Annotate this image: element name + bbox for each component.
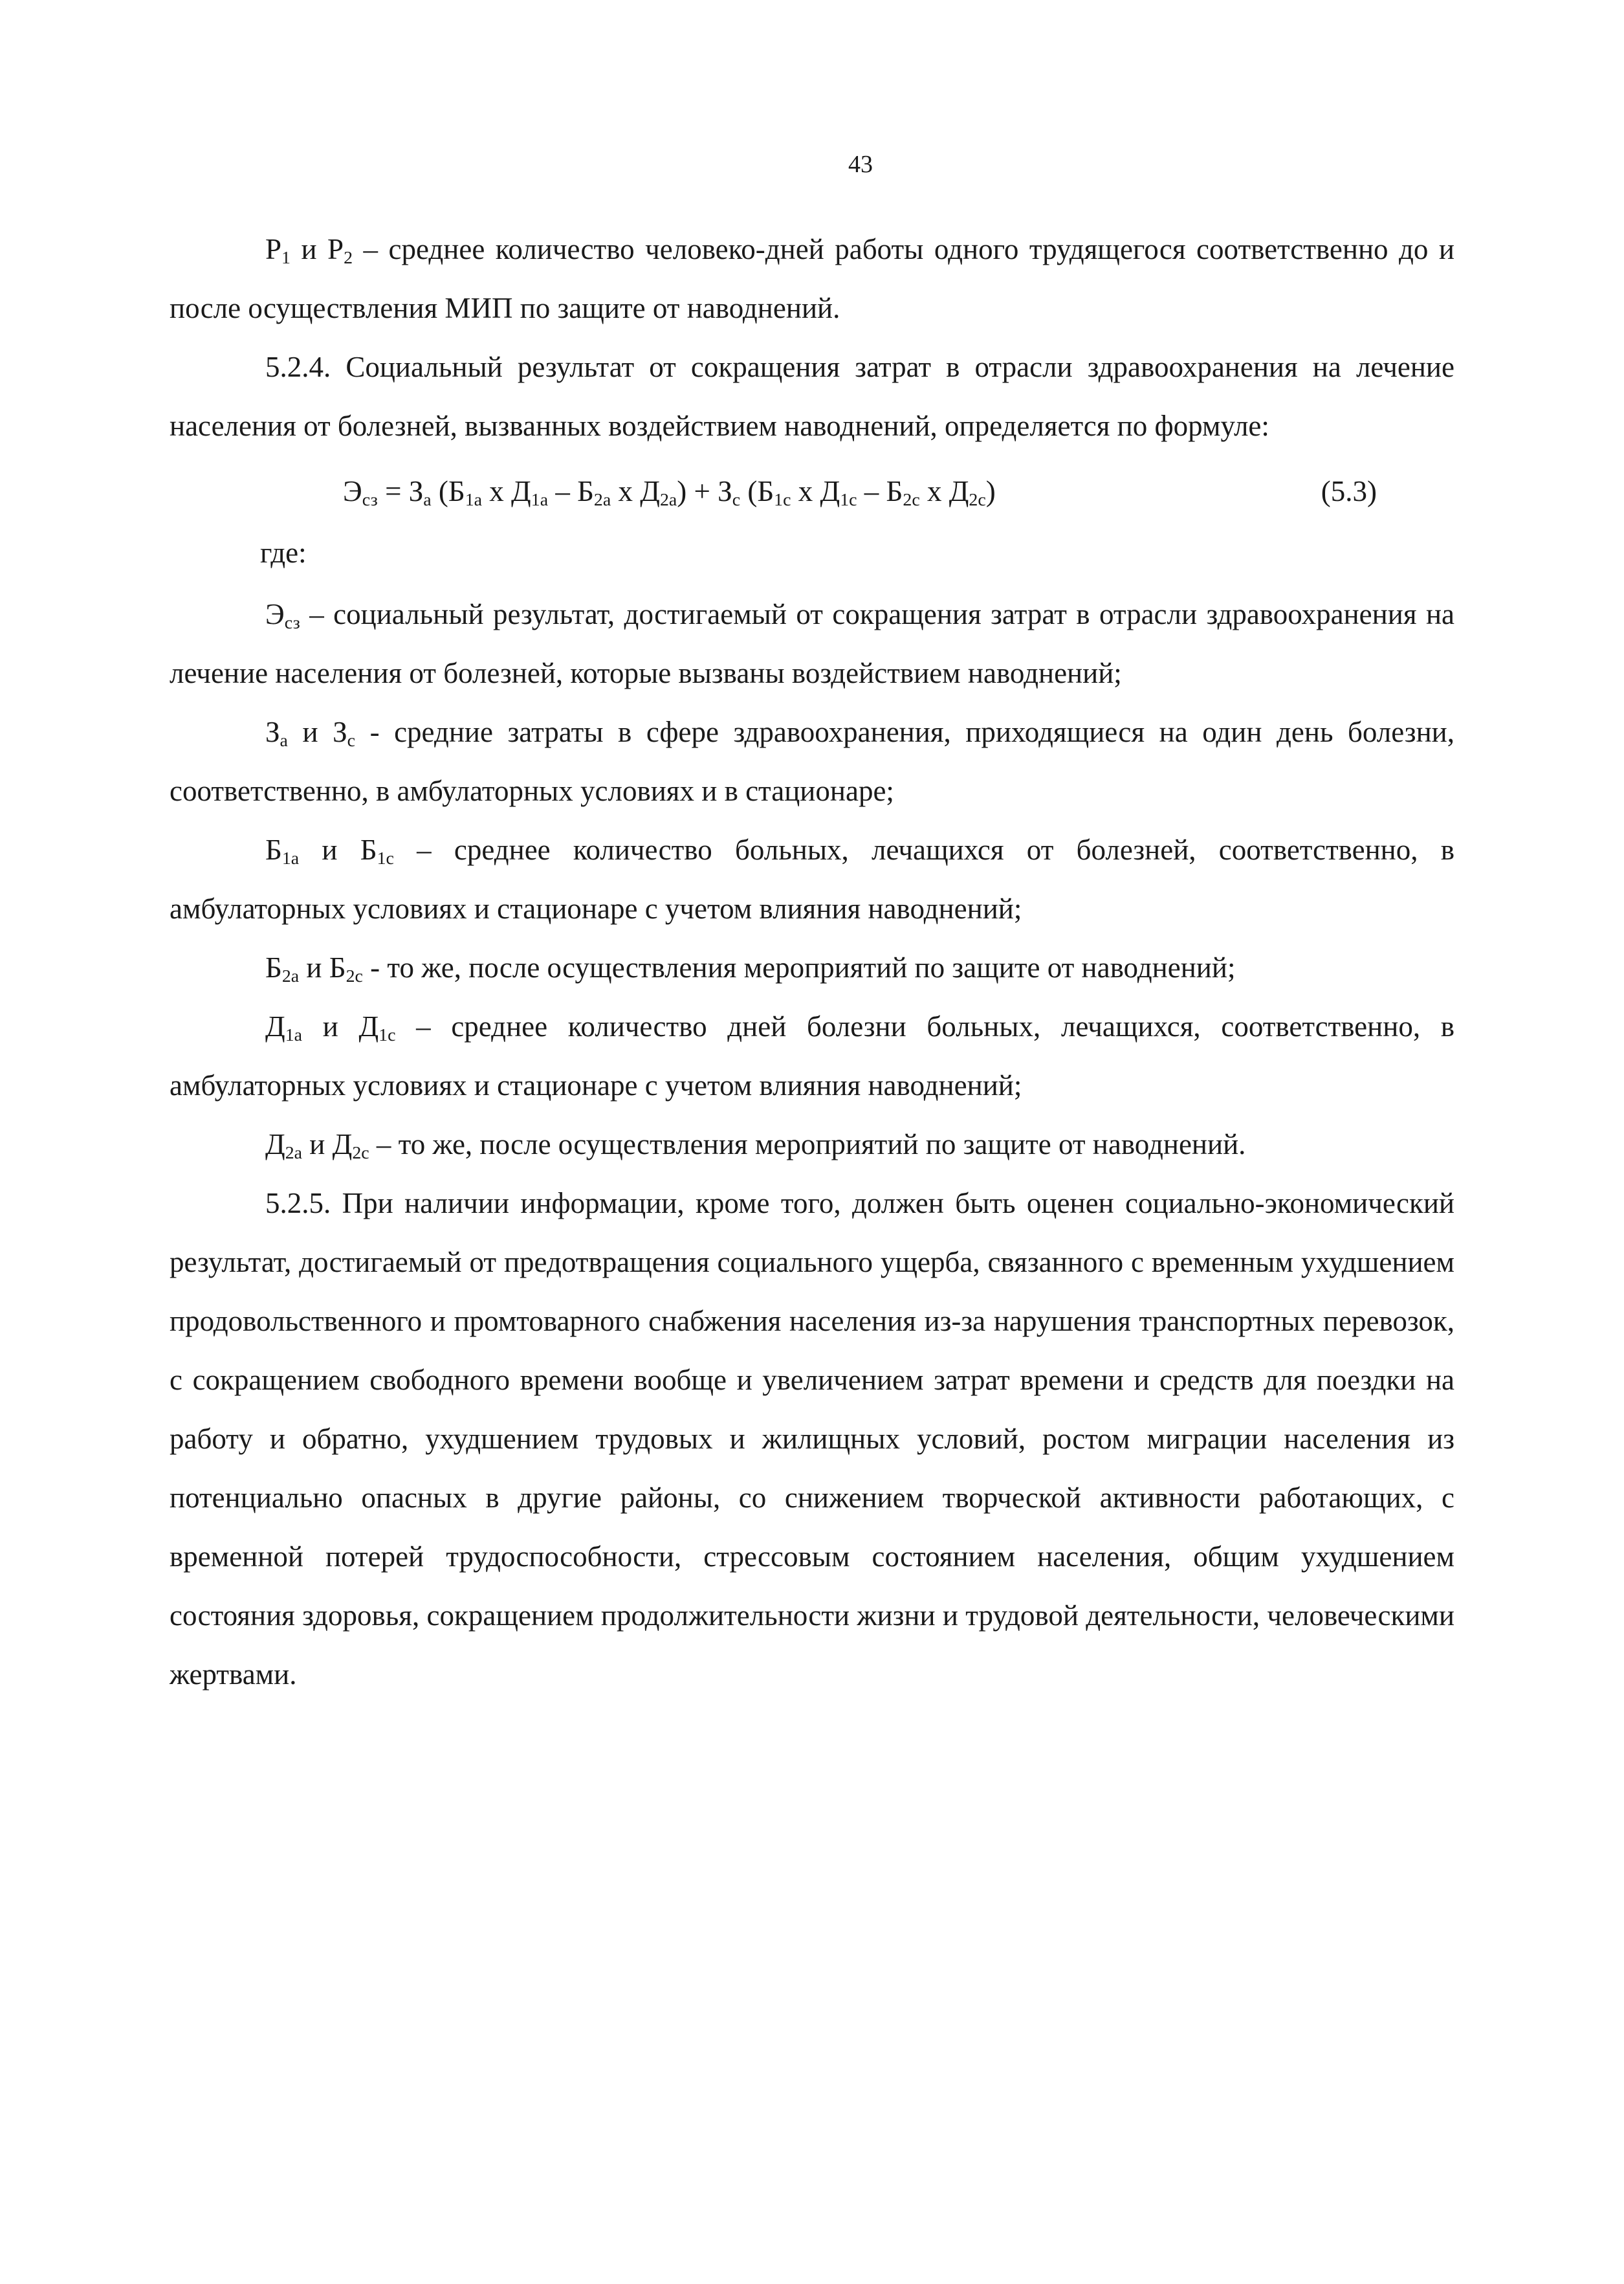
definition-z-a-z-c: $З_а$ и $З_с$ - средние затраты в сфере здравоохранения, приходящиеся на один день болезни, соответственно, в амбулаторных условиях и в стационаре; <box>170 716 1454 807</box>
definition-d2a-d2c: $Д_{2а}$ и $Д_{2с}$ – то же, после осуществления мероприятий по защите от наводнений. <box>265 1128 1246 1163</box>
paragraph-5-2-5: 5.2.5. При наличии информации, кроме того, должен быть оценен социально-экономический результат, достигаемый от предотвращения социального ущерба, связанного с временным ухудшением продовольственного и промтоварного снабжения населения из-за нарушения транспортных перевозок, с сокращением свободного времени вообще и увеличением затрат времени и средств для поездки на работу и обратно, ухудшением трудовых и жилищных условий, ростом миграции населения из потенциально опасных в другие районы, со снижением творческой активности работающих, с временной потерей трудоспособности, стрессовым состоянием населения, общим ухудшением состояния здоровья, сокращением продолжительности жизни и трудовой деятельности, человеческими жертвами. <box>170 1187 1454 1691</box>
definition-b1a-b1c: $Б_{1а}$ и $Б_{1с}$ – среднее количество больных, лечащихся от болезней, соответственно, в амбулаторных условиях и стационаре с учетом влияния наводнений; <box>170 834 1455 925</box>
page-number: 43 <box>848 151 873 178</box>
text-body <box>170 220 1454 1704</box>
formula-expression: $Э_{сз} = З_а$ ($Б_{1а}$ х $Д_{1а} - Б_{2а}$ х $Д_{2а}) + З_с$ ($Б_{1с}$ х $Д_{1с} - Б_{2с}$ х $Д_{2с}$) <box>343 475 996 510</box>
definition-e-sz: $Э_{сз}$ – социальный результат, достигаемый от сокращения затрат в отрасли здравоохранения на лечение населения от болезней, которые вызваны воздействием наводнений; <box>170 598 1454 689</box>
where-label: где: <box>260 537 307 569</box>
formula-number: (5.3) <box>1321 475 1377 507</box>
definition-b2a-b2c: $Б_{2а}$ и $Б_{2с}$ - то же, после осуществления мероприятий по защите от наводнений; <box>265 951 1236 986</box>
paragraph-p1-p2: $P_1$ и $P_2$ – среднее количество человеко-дней работы одного трудящегося соответственно до и после осуществления МИП по защите от наводнений. <box>170 233 1455 324</box>
formula-5-3 <box>170 456 1454 527</box>
paragraph-5-2-4: 5.2.4. Социальный результат от сокращения затрат в отрасли здравоохранения на лечение населения от болезней, вызванных воздействием наводнений, определяется по формуле: <box>170 351 1454 442</box>
definition-d1a-d1c: $Д_{1а}$ и $Д_{1с}$ – среднее количество дней болезни больных, лечащихся, соответственно, в амбулаторных условиях и стационаре с учетом влияния наводнений; <box>170 1010 1454 1102</box>
